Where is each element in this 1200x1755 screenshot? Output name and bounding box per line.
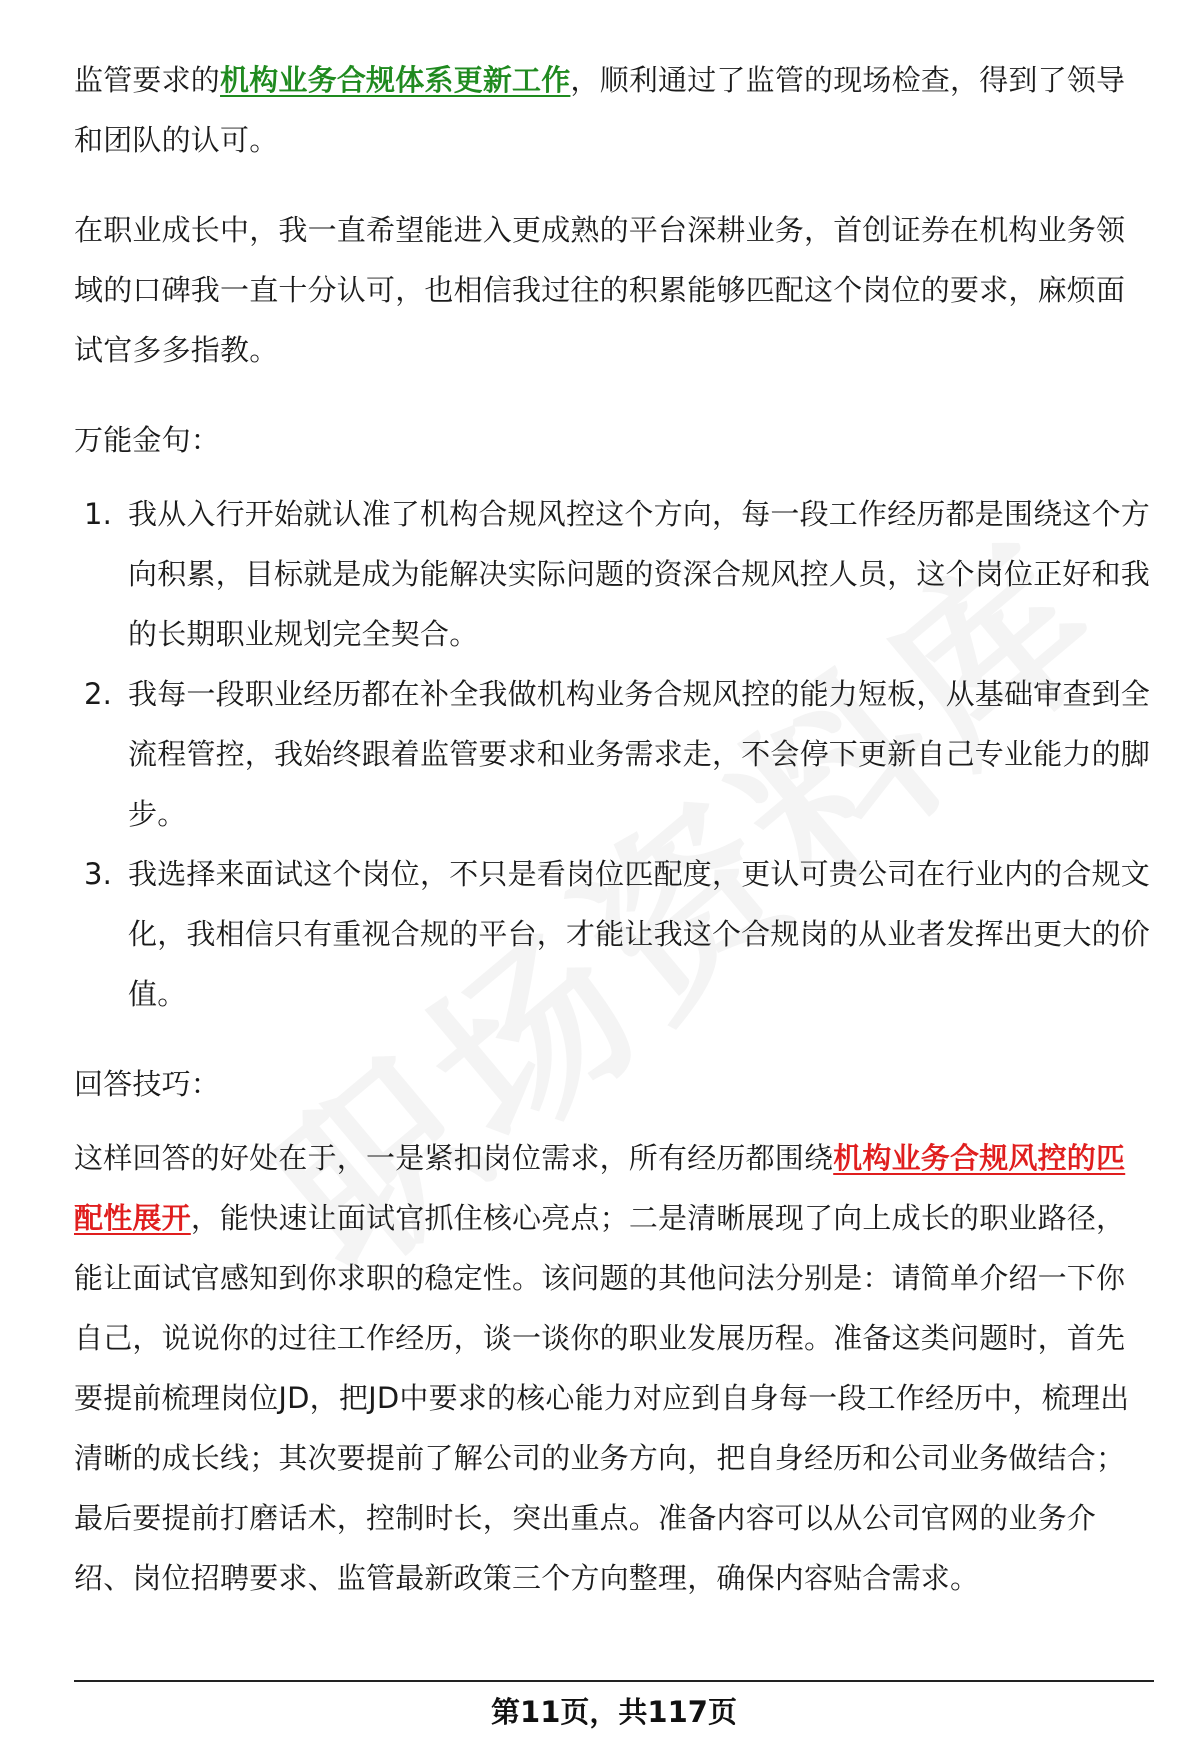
- paragraph-answer-tips: [74, 1128, 1154, 1608]
- heading-answer-tips: 回答技巧：: [74, 1067, 221, 1101]
- text-segment: 这样回答的好处在于，一是紧扣岗位需求，所有经历都围绕: [74, 1141, 834, 1175]
- list-item-text: 我选择来面试这个岗位，不只是看岗位匹配度，更认可贵公司在行业内的合规文化，我相信只有重视合规的平台，才能让我这个合规岗的从业者发挥出更大的价值。: [128, 857, 1151, 1011]
- golden-sentences-list: [74, 484, 1154, 1024]
- heading-golden-sentences: 万能金句：: [74, 423, 221, 457]
- list-item: [74, 484, 1154, 664]
- text-segment: 监管要求的: [74, 63, 221, 97]
- list-number: 3.: [84, 857, 113, 891]
- text-segment: ，能快速让面试官抓住核心亮点；二是清晰展现了向上成长的职业路径，能让面试官感知到你求职的稳定性。该问题的其他问法分别是：请简单介绍一下你自己，说说你的过往工作经历，谈一谈你的职业发展历程。准备这类问题时，首先要提前梳理岗位JD，把JD中要求的核心能力对应到自身每一段工作经历中，梳理出清晰的成长线；其次要提前了解公司的业务方向，把自身经历和公司业务做结合；最后要提前打磨话术，控制时长，突出重点。准备内容可以从公司官网的业务介绍、岗位招聘要求、监管最新政策三个方向整理，确保内容贴合需求。: [74, 1201, 1130, 1595]
- text-segment: ，顺利通过了监管的现场检查，得到了领导和团队的认可。: [74, 63, 1126, 157]
- list-item-text: 我每一段职业经历都在补全我做机构业务合规风控的能力短板，从基础审查到全流程管控，我始终跟着监管要求和业务需求走，不会停下更新自己专业能力的脚步。: [128, 677, 1151, 831]
- highlight-matching-focus: 机构业务合规风控的匹配性展开: [74, 1141, 1126, 1235]
- document-body: [74, 50, 1154, 1638]
- footer-divider: [74, 1680, 1154, 1682]
- list-item: [74, 664, 1154, 844]
- list-item: [74, 844, 1154, 1024]
- list-number: 2.: [84, 677, 113, 711]
- highlight-compliance-update: 机构业务合规体系更新工作: [220, 63, 571, 97]
- paragraph-career-growth: 在职业成长中，我一直希望能进入更成熟的平台深耕业务，首创证券在机构业务领域的口碑我一直十分认可，也相信我过往的积累能够匹配这个岗位的要求，麻烦面试官多多指教。: [74, 213, 1126, 367]
- list-item-text: 我从入行开始就认准了机构合规风控这个方向，每一段工作经历都是围绕这个方向积累，目标就是成为能解决实际问题的资深合规风控人员，这个岗位正好和我的长期职业规划完全契合。: [128, 497, 1151, 651]
- paragraph-intro-end: [74, 50, 1154, 170]
- page-number: 第11页，共117页: [491, 1695, 737, 1729]
- list-number: 1.: [84, 497, 113, 531]
